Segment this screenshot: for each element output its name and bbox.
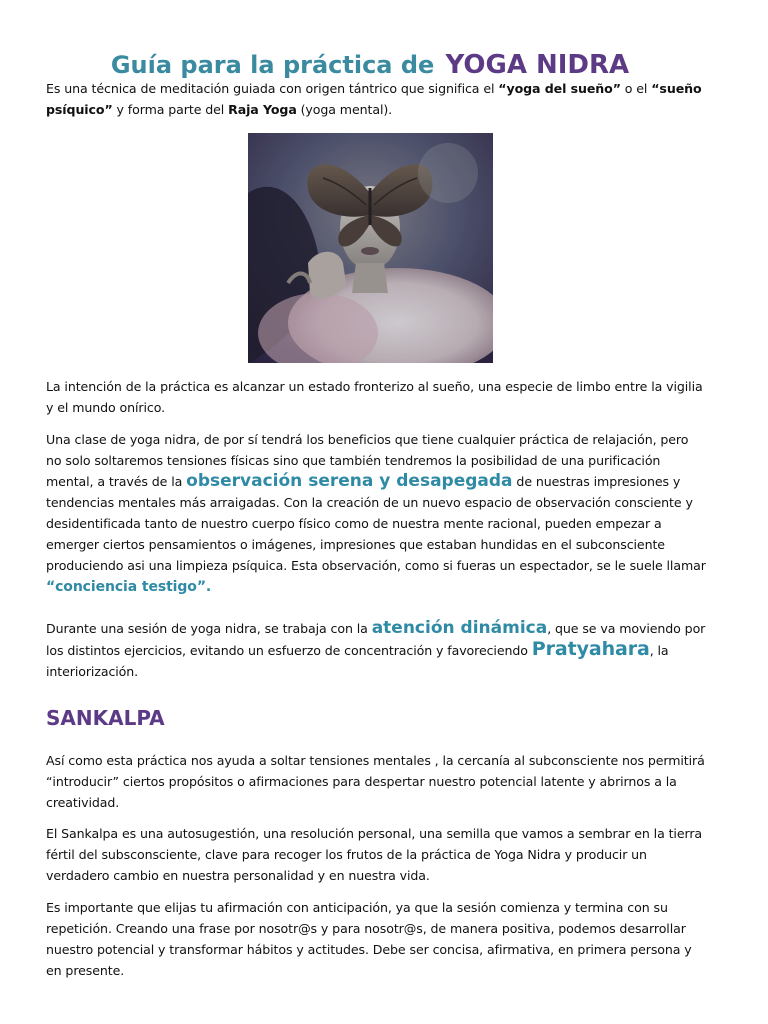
intro-bold-raja-yoga: Raja Yoga [228, 102, 297, 117]
intro-text-3: y forma parte del [112, 102, 229, 117]
title-prefix: Guía para la práctica de [110, 51, 435, 80]
highlight-atencion-dinamica: atención dinámica [371, 618, 548, 638]
paragraph-clase [46, 429, 706, 598]
highlight-pratyahara: Pratyahara [531, 638, 650, 660]
butterfly-woman-illustration [248, 133, 493, 363]
p3-text-1: Durante una sesión de yoga nidra, se trabaja con la [46, 621, 372, 636]
p2-text-2: de nuestras impresiones y tendencias mentales más arraigadas. Con la creación de un nuevo espacio de observación consciente y desidentificada tanto de nuestro cuerpo físico como de nuestra mente racional, pueden empezar a emerger ciertos pensamientos o imágenes, impresiones que estaban hundidas en el subconsciente produciendo asi una limpieza psíquica. Esta observación, como si fueras un espectador, se le suele llamar [46, 474, 706, 573]
intro-text-1: Es una técnica de meditación guiada con origen tántrico que significa el [46, 81, 499, 96]
paragraph-durante-sesion [46, 618, 706, 682]
highlight-conciencia-testigo: “conciencia testigo”. [46, 579, 212, 595]
intro-text-2: o el [620, 81, 652, 96]
paragraph-afirmacion: Es importante que elijas tu afirmación con anticipación, ya que la sesión comienza y termina con su repetición. Creando una frase por nosotr@s y para nosotr@s, de manera positiva, podemos desarrollar nuestro potencial y transformar hábitos y actitudes. Debe ser concisa, afirmativa, en primera persona y en presente. [46, 900, 692, 978]
p3-text-2: , que se va moviendo por los distintos ejercicios, evitando un esfuerzo de concentración y favoreciendo [46, 621, 706, 658]
p3-text-3: , la interiorización. [46, 643, 669, 679]
paragraph-intencion: La intención de la práctica es alcanzar un estado fronterizo al sueño, una especie de limbo entre la vigilia y el mundo onírico. [46, 379, 703, 415]
highlight-observacion-serena: observación serena y desapegada [186, 471, 513, 491]
intro-paragraph [46, 78, 706, 120]
p2-text-1: Una clase de yoga nidra, de por sí tendrá los beneficios que tiene cualquier práctica de relajación, pero no solo soltaremos tensiones físicas sino que también tendremos la posibilidad de una purificación mental, a través de la [46, 432, 689, 489]
paragraph-practica-ayuda: Así como esta práctica nos ayuda a soltar tensiones mentales , la cercanía al subconsciente nos permitirá “introducir” ciertos propósitos o afirmaciones para despertar nuestro potencial latente y abrirnos a la creatividad. [46, 753, 705, 810]
intro-bold-sueno-psiquico: “sueño psíquico” [46, 81, 702, 117]
paragraph-sankalpa-definicion: El Sankalpa es una autosugestión, una resolución personal, una semilla que vamos a sembrar en la tierra fértil del subsconsciente, clave para recoger los frutos de la práctica de Yoga Nidra y producir un verdadero cambio en nuestra personalidad y en nuestra vida. [46, 826, 703, 883]
section-heading-sankalpa: SANKALPA [46, 706, 165, 730]
page-title [0, 43, 740, 81]
intro-text-4: (yoga mental). [296, 102, 393, 117]
intro-bold-yoga-del-sueno: “yoga del sueño” [498, 81, 621, 96]
illustration-image [248, 133, 493, 363]
title-main: YOGA NIDRA [445, 50, 630, 81]
